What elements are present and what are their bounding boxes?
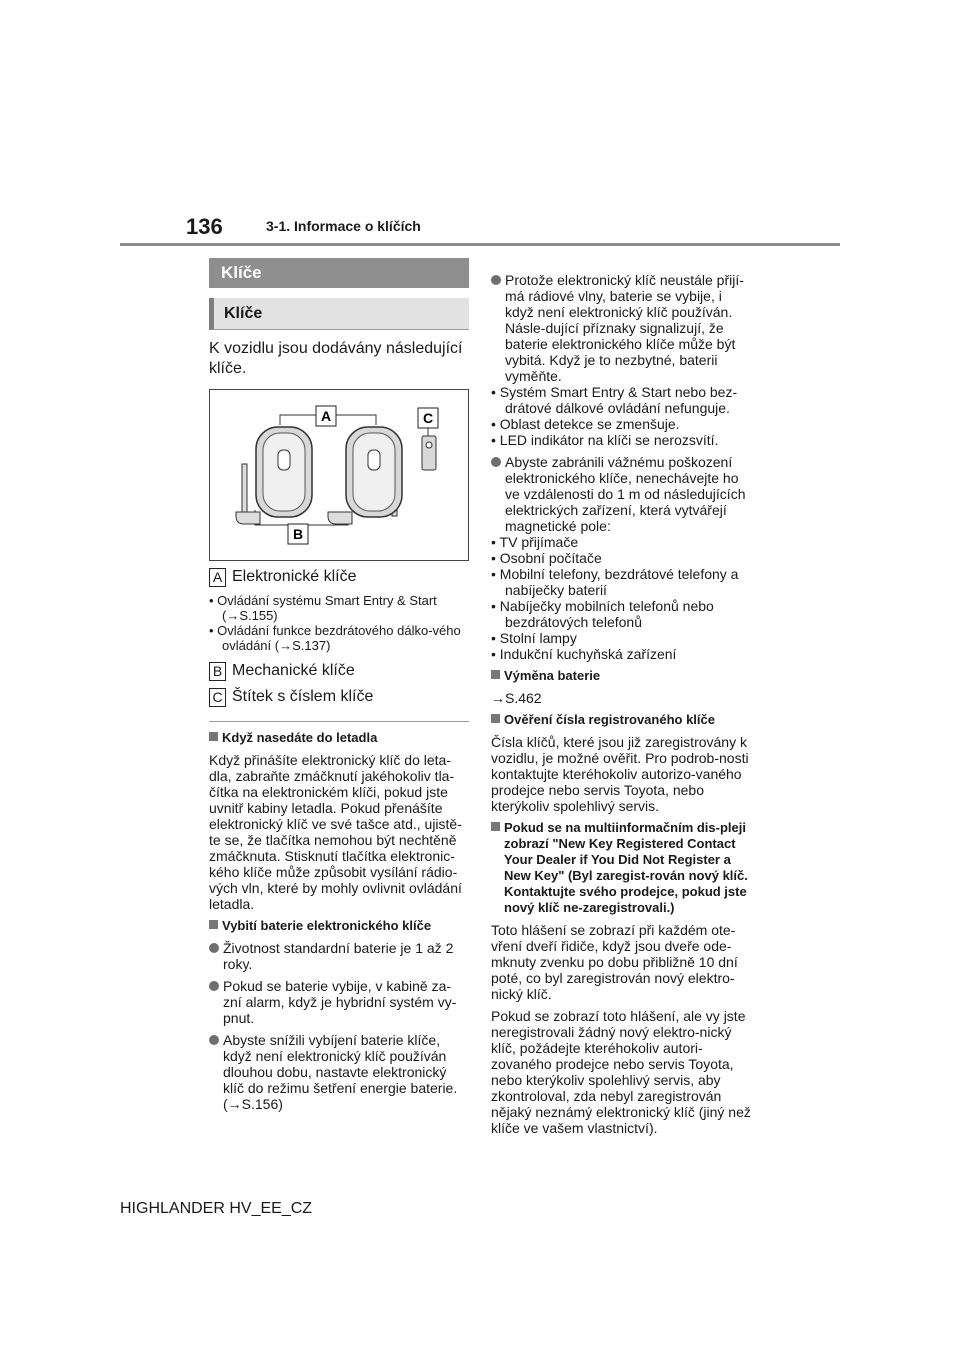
list-item: • Mobilní telefony, bezdrátové telefony a nabíječky baterií	[491, 566, 739, 598]
key-number-plate-icon	[422, 436, 436, 470]
battery-heading: Vybití baterie elektronického klíče	[209, 918, 469, 934]
figure-label-b: B	[292, 526, 304, 542]
list-item: Protože elektronický klíč neustále přijí-má rádiové vlny, baterie se vybije, i když není elektronický klíč používán. Násle-dující příznaky signalizují, že baterie elektronického klíče může být vybitá. Když je to nezbytné, baterii vyměňte.	[491, 272, 753, 384]
list-item: • Systém Smart Entry & Start nebo bez-drátové dálkové ovládání nefunguje.	[491, 384, 738, 416]
legend-c	[209, 687, 469, 707]
list-item: • LED indikátor na klíči se nerozsvítí.	[491, 432, 719, 448]
plane-text: Když přinášíte elektronický klíč do leta-dla, zabraňte zmáčknutí jakéhokoliv tla-čítka na elektronickém klíči, pokud jste uvnitř kabiny letadla. Pokud přenášíte elektronický klíč ve své tašce atd., ujistě-te se, že tlačítka nemohou být nechtěně zmáčknuta. Stisknutí tlačítka elektronic-kého klíče může způsobit vysílání rádio-vých vln, které by mohly ovlivnit ovládání letadla.	[209, 752, 462, 912]
replace-ref: →S.462	[491, 690, 542, 706]
section-title: 3-1. Informace o klíčích	[266, 218, 421, 234]
list-item: • TV přijímače	[491, 534, 579, 550]
message-heading: Pokud se na multiinformačním dis-pleji zobrazí "New Key Registered Contact Your Dealer if You Did Not Register a New Key" (Byl zaregist-rován nový klíč. Kontaktujte svého prodejce, pokud jste nový klíč ne-zaregistrovali.)	[491, 820, 753, 916]
electronic-key-right-icon	[328, 427, 402, 524]
legend-a-letter: A	[209, 568, 226, 587]
electronic-key-left-icon	[236, 427, 312, 524]
square-bullet-icon	[491, 714, 500, 723]
square-bullet-icon	[209, 732, 218, 741]
verify-text: Čísla klíčů, které jsou již zaregistrovány k vozidlu, je možné ověřit. Pro podrob-nosti kontaktujte kteréhokoliv autorizo-vaného prodejce nebo servis Toyota, nebo kterýkoliv spolehlivý servis.	[491, 734, 749, 814]
plane-heading: Když nasedáte do letadla	[209, 730, 469, 746]
dot-bullet-icon	[209, 1035, 219, 1045]
list-item: • Ovládání systému Smart Entry & Start (→S.155)	[209, 593, 437, 623]
legend-c-text: Štítek s číslem klíče	[232, 688, 374, 705]
legend-b-letter: B	[209, 662, 226, 681]
dot-bullet-icon	[209, 981, 219, 991]
verify-heading: Ověření čísla registrovaného klíče	[491, 712, 753, 728]
square-bullet-icon	[209, 920, 218, 929]
list-item: • Stolní lampy	[491, 630, 577, 646]
square-bullet-icon	[491, 822, 500, 831]
legend-b	[209, 661, 469, 681]
page-number: 136	[186, 214, 223, 239]
dot-bullet-icon	[491, 457, 501, 467]
footer-model: HIGHLANDER HV_EE_CZ	[120, 1200, 313, 1217]
intro-text: K vozidlu jsou dodávány následující klíče.	[209, 340, 463, 377]
figure-label-c: C	[422, 410, 434, 426]
list-item: Abyste zabránili vážnému poškození elektronického klíče, nenechávejte ho ve vzdálenosti do 1 m od následujících elektrických zařízení, která vytvářejí magnetické pole:	[491, 454, 753, 534]
replace-heading: Výměna baterie	[491, 668, 753, 684]
left-column	[209, 258, 469, 1118]
square-bullet-icon	[491, 670, 500, 679]
legend-c-letter: C	[209, 688, 226, 707]
message-text-2: Pokud se zobrazí toto hlášení, ale vy jste neregistrovali žádný nový elektro-nický klíč, požádejte kteréhokoliv autori-zovaného prodejce nebo servis Toyota, nebo kterýkoliv spolehlivý servis, aby zkontroloval, zda nebyl zaregistrován nějaký neznámý elektronický klíč (jiný než klíče ve vašem vlastnictví).	[491, 1008, 751, 1136]
list-item: • Ovládání funkce bezdrátového dálko-vého ovládání (→S.137)	[209, 623, 461, 653]
list-item: • Indukční kuchyňská zařízení	[491, 646, 677, 662]
dot-bullet-icon	[491, 275, 501, 285]
topic-bar: Klíče	[209, 298, 469, 330]
divider	[209, 721, 469, 722]
dot-bullet-icon	[209, 943, 219, 953]
message-text-1: Toto hlášení se zobrazí při každém ote-vření dveří řidiče, když jsou dveře ode-mknuty zvenku po dobu přibližně 10 dní poté, co byl zaregistrován nový elektro-nický klíč.	[491, 922, 738, 1002]
legend-a-items	[209, 593, 469, 653]
chapter-bar: Klíče	[209, 258, 469, 288]
list-item: Pokud se baterie vybije, v kabině za-zní alarm, když je hybridní systém vy-pnut.	[209, 978, 469, 1026]
keys-illustration	[209, 389, 469, 561]
list-item: • Osobní počítače	[491, 550, 602, 566]
list-item: Abyste snížili vybíjení baterie klíče, když není elektronický klíč používán dlouhou dobu, nastavte elektronický klíč do režimu šetření energie baterie. (→S.156)	[209, 1032, 469, 1112]
list-item: Životnost standardní baterie je 1 až 2 roky.	[209, 940, 469, 972]
list-item: • Nabíječky mobilních telefonů nebo bezdrátových telefonů	[491, 598, 714, 630]
list-item: • Oblast detekce se zmenšuje.	[491, 416, 680, 432]
header-rule	[120, 243, 840, 246]
legend-b-text: Mechanické klíče	[232, 662, 355, 679]
right-column	[491, 272, 753, 1142]
legend-a-text: Elektronické klíče	[232, 568, 357, 585]
legend-a	[209, 567, 469, 587]
figure-label-a: A	[320, 408, 332, 424]
